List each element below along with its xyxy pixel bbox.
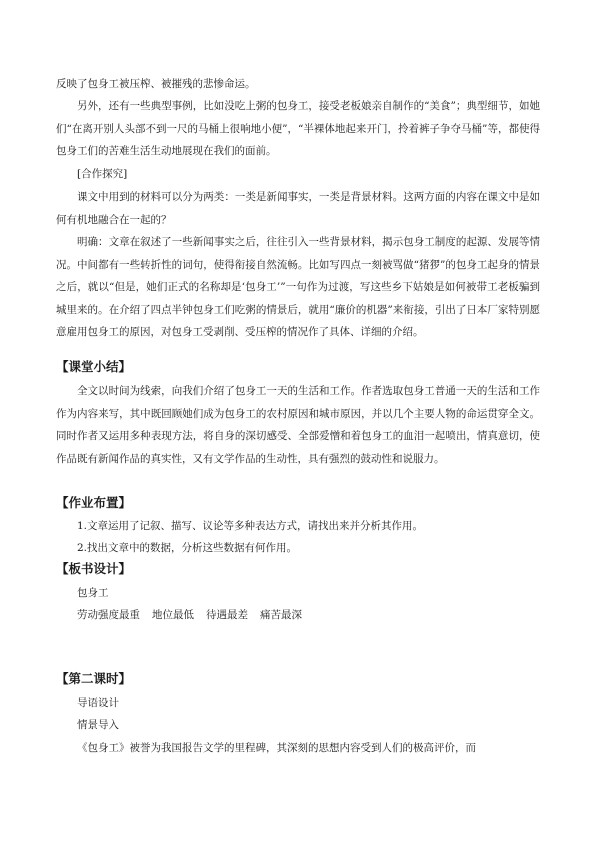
board-point: 待遇最差 (206, 609, 248, 621)
homework-heading: 【作业布置】 (56, 495, 132, 510)
board-point: 劳动强度最重 (77, 609, 140, 621)
intro-paragraph: 反映了包身工被压榨、被摧残的悲惨命运。 (56, 78, 256, 90)
homework-item: 2.找出文章中的数据，分析这些数据有何作用。 (77, 542, 298, 554)
summary-paragraph: 全文以时间为线索，向我们介绍了包身工一天的生活和工作。作者选取包身工普通一天的生活和工作作为内容来写，其中既回顾她们成为包身工的农村原因和城市原因，并以几个主要人物的命运贯穿全文。同时作者又运用多种表现方法，将自身的深切感受、全部爱憎和着包身工的血泪一起喷出，情真意切，使作品既有新闻作品的真实性，又有文学作品的生动性，具有强烈的鼓动性和说服力。 (56, 385, 540, 465)
board-heading: 【板书设计】 (56, 561, 132, 576)
summary-heading: 【课堂小结】 (56, 359, 132, 374)
opening-paragraph: 《包身工》被誉为我国报告文学的里程碑，其深刻的思想内容受到人们的极高评价，而 (77, 742, 476, 754)
answer-paragraph: 明确：文章在叙述了一些新闻事实之后，往往引入一些背景材料，揭示包身工制度的起源、发展等情况。中间都有一些转折性的词句，使得衔接自然流畅。比如写四点一刻被骂做“猪猡”的包身工起身的情景之后，就以“但是，她们正式的名称却是‘包身工’”一句作为过渡，写这些乡下姑娘是如何被带工老板骗到城里来的。在介绍了四点半钟包身工们吃粥的情景后，就用“廉价的机器”来衔接，引出了日本厂家特别愿意雇用包身工的原因，对包身工受剥削、受压榨的情况作了具体、详细的介绍。 (56, 236, 540, 338)
second-lesson-heading: 【第二课时】 (56, 671, 132, 686)
homework-item: 1.文章运用了记叙、描写、议论等多种表达方式，请找出来并分析其作用。 (77, 520, 424, 532)
question-paragraph: 课文中用到的材料可以分为两类：一类是新闻事实，一类是背景材料。这两方面的内容在课文中是如何有机地融合在一起的？ (56, 191, 540, 226)
scene-label: 情景导入 (77, 719, 119, 731)
cooperation-label: [合作探究] (77, 168, 128, 180)
board-title: 包身工 (77, 587, 109, 599)
board-point: 痛苦最深 (260, 609, 302, 621)
guide-label: 导语设计 (77, 697, 119, 709)
board-point: 地位最低 (152, 609, 194, 621)
board-points (77, 604, 302, 626)
example-paragraph: 另外，还有一些典型事例，比如没吃上粥的包身工，接受老板娘亲自制作的“美食”；典型细节，如她们“在离开别人头部不到一尺的马桶上很响地小便”，“半裸体地起来开门，拎着裤子争夺马桶”等，都使得包身工们的苦难生活生动地展现在我们的面前。 (56, 100, 540, 157)
